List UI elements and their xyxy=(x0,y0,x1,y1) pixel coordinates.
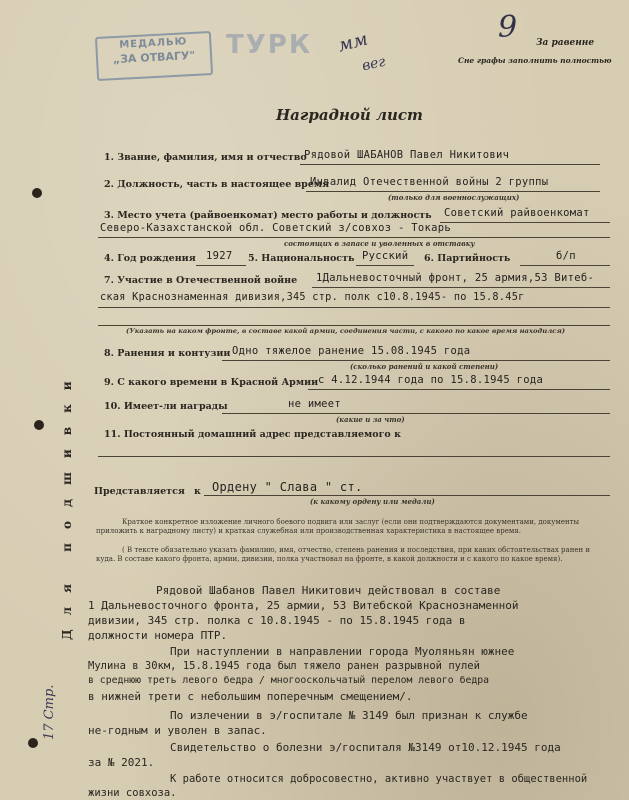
narrative-line: При наступлении в направлении города Муоляньян южнее xyxy=(170,645,515,658)
narrative-line: в нижней трети с небольшим поперечным смещением/. xyxy=(88,690,413,703)
page-title: Наградной лист xyxy=(276,106,423,124)
field-1-line xyxy=(300,164,600,165)
field-7-value-2: ская Краснознаменная дивизия,345 стр. полк с10.8.1945- по 15.8.45г xyxy=(100,292,525,303)
narrative-line: 1 Дальневосточного фронта, 25 армии, 53 Витебской Краснознаменной xyxy=(88,599,519,612)
field-7-note: (Указать на каком фронте, в составе какой армии, соединения части, с какого по какое время находился) xyxy=(126,327,565,335)
field-2-value: Инвалид Отечественной войны 2 группы xyxy=(310,176,549,188)
corner-subtitle: Сне графы заполнить полностью xyxy=(458,56,612,65)
presented-value: Ордену " Слава " ст. xyxy=(212,480,363,494)
field-1-label: 1. Звание, фамилия, имя и отчество xyxy=(104,152,307,163)
binding-hole xyxy=(28,738,38,748)
field-8-value: Одно тяжелое ранение 15.08.1945 года xyxy=(232,345,471,357)
field-4-line xyxy=(196,265,246,266)
field-1-value: Рядовой ШАБАНОВ Павел Никитович xyxy=(304,149,510,161)
binding-hole xyxy=(34,420,44,430)
field-8-line xyxy=(222,360,610,361)
field-10-line xyxy=(222,413,610,414)
field-10-note: (какие и за что) xyxy=(336,415,405,424)
field-11-label: 11. Постоянный домашний адрес представляемого к xyxy=(104,429,401,440)
narrative-line: Свидетельство о болезни э/госпиталя №3149 от10.12.1945 года xyxy=(170,741,561,754)
field-6-label: 6. Партийность xyxy=(424,253,511,264)
field-3-note: состоящих в запасе и уволенных в отставку xyxy=(284,239,475,248)
field-10-label: 10. Имеет-ли награды xyxy=(104,401,228,412)
field-8-label: 8. Ранения и контузии xyxy=(104,348,231,359)
field-9-value: с 4.12.1944 года по 15.8.1945 года xyxy=(318,374,544,386)
handwritten-number: 9 xyxy=(498,10,518,45)
field-3-value-1: Советский райвоенкомат xyxy=(444,207,590,219)
field-8-note: (сколько ранений и какой степени) xyxy=(350,362,499,371)
narrative-line: Рядовой Шабанов Павел Никитович действовал в составе xyxy=(156,584,501,597)
field-10-value: не имеет xyxy=(288,398,341,410)
field-6-value: б/п xyxy=(556,250,576,262)
margin-handwriting: 17 Стр. xyxy=(42,684,57,740)
field-6-line xyxy=(520,265,610,266)
field-3-label: 3. Место учета (райвоенкомат) место работы и должность xyxy=(104,210,432,221)
field-7-label: 7. Участие в Отечественной войне xyxy=(104,275,298,286)
field-2-label: 2. Должность, часть в настоящее время xyxy=(104,179,330,190)
presented-k: к xyxy=(194,486,201,497)
presented-note: (к какому ордену или медали) xyxy=(310,497,435,506)
field-2-line xyxy=(306,191,600,192)
narrative-line: должности номера ПТР. xyxy=(88,629,228,642)
sidebar-label: Для подшивки xyxy=(60,367,74,640)
field-7-line-2 xyxy=(98,307,610,308)
narrative-line: не-годным и уволен в запас. xyxy=(88,724,267,737)
narrative-line: дивизии, 345 стр. полка с 10.8.1945 - по 15.8.1945 года в xyxy=(88,614,466,627)
field-4-label: 4. Год рождения xyxy=(104,253,196,264)
narrative-line: за № 2021. xyxy=(88,756,155,769)
field-7-value-1: 1Дальневосточный фронт, 25 армия,53 Витеб- xyxy=(316,272,595,284)
field-7-line-3 xyxy=(98,325,610,326)
stamp-line-2: „ЗА ОТВАГУ" xyxy=(112,48,196,67)
field-3-line-1 xyxy=(440,222,610,223)
medal-stamp xyxy=(95,31,213,81)
handwritten-scribble: мм xyxy=(335,28,371,57)
presented-label: Представляется xyxy=(94,486,185,497)
handwritten-scribble: вег xyxy=(360,53,387,75)
field-5-line xyxy=(356,265,414,266)
binding-hole xyxy=(32,188,42,198)
field-5-label: 5. Национальность xyxy=(248,253,355,264)
corner-title: За равенне xyxy=(536,38,595,48)
field-3-line-2 xyxy=(98,237,610,238)
narrative-line: По излечении в э/госпитале № 3149 был признан к службе xyxy=(170,709,528,722)
overprint-text: ТУРК xyxy=(226,30,313,60)
instructions-paragraph-1: Краткое конкретное изложение личного боевого подвига или заслуг (если они подтверждаются документами, документы приложить к наградному листу) и краткая служебная или производственная характеристика в настоящее время. xyxy=(96,518,580,535)
field-9-label: 9. С какого времени в Красной Армии xyxy=(104,377,319,388)
instructions-paragraph-2: ( В тексте обязательно указать фамилию, имя, отчество, степень ранения и последствия, при каких обстоятельствах ранен и куда. В составе какого фронта, армии, дивизии, полка участвовал на фронте, в какой должности и с какого по какое время). xyxy=(96,546,591,563)
narrative-line: Мулина в 30км, 15.8.1945 года был тяжело ранен разрывной пулей xyxy=(88,660,480,672)
presented-line xyxy=(204,495,610,496)
narrative-line: в среднюю треть левого бедра / многооскольчатый перелом левого бедра xyxy=(88,675,490,686)
field-4-value: 1927 xyxy=(206,250,233,262)
field-9-line xyxy=(308,389,610,390)
field-5-value: Русский xyxy=(362,250,409,262)
field-7-line-1 xyxy=(312,287,610,288)
narrative-line: К работе относится добросовестно, активно участвует в общественной жизни совхоза. xyxy=(88,773,588,799)
field-3-value-2: Северо-Казахстанской обл. Советский з/совхоз - Токарь xyxy=(100,222,451,234)
stamp-line-1: МЕДАЛЬЮ xyxy=(119,36,188,51)
field-2-note: (только для военнослужащих) xyxy=(388,193,520,202)
field-11-line xyxy=(98,456,610,457)
